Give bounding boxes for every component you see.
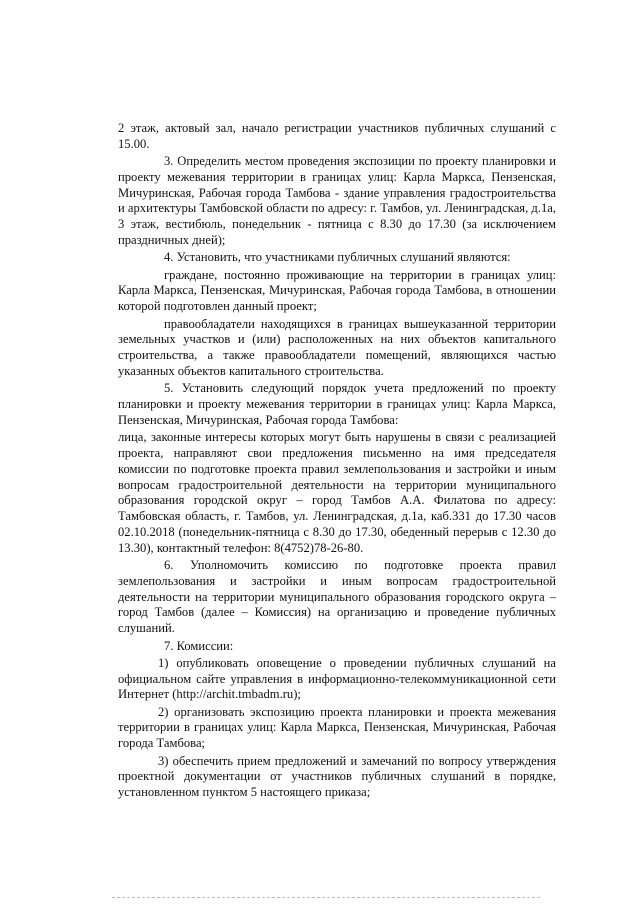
paragraph-registration: 2 этаж, актовый зал, начало регистрации участников публичных слушаний с 15.00.: [118, 121, 556, 151]
paragraph-item-5: 5. Установить следующий порядок учета предложений по проекту планировки и проекту межевания территории в границах улиц: Карла Маркса, Пензенская, Мичуринская, Рабочая города Тамбова:: [118, 381, 556, 427]
paragraph-item-4: 4. Установить, что участниками публичных слушаний являются:: [164, 250, 511, 265]
paragraph-citizens: граждане, постоянно проживающие на территории в границах улиц: Карла Маркса, Пензенская, Мичуринская, Рабочая города Тамбова, в отношении которой подготовлен данный проект;: [118, 267, 556, 314]
document-body: [118, 121, 556, 802]
paragraph-subitem-1: 1) опубликовать оповещение о проведении публичных слушаний на официальном сайте управления в информационно-телекоммуникационной сети Интернет (http://archit.tmbadm.ru);: [118, 655, 556, 702]
paragraph-subitem-2: 2) организовать экспозицию проекта планировки и проекта межевания территории в границах улиц: Карла Маркса, Пензенская, Мичуринская, Рабочая города Тамбова;: [118, 704, 556, 751]
paragraph-item-7: 7. Комиссии:: [164, 638, 234, 653]
paragraph-rightholders: правообладатели находящихся в границах вышеуказанной территории земельных участков и (или) расположенных на них объектов капитального строительства, а также правообладатели помещений, являющихся частью указанных объектов капитального строительства.: [118, 316, 556, 378]
paragraph-proposals: лица, законные интересы которых могут быть нарушены в связи с реализацией проекта, направляют свои предложения письменно на имя председателя комиссии по подготовке проекта правил землепользования и застройки и иным вопросам градостроительной деятельности на территории муниципального образования городской округ – город Тамбов А.А. Филатова по адресу: Тамбовская область, г. Тамбов, ул. Ленинградская, д.1а, каб.331 до 17.30 часов 02.10.2018 (понедельник-пятница с 8.30 до 17.30, обеденный перерыв с 12.30 до 13.30), контактный телефон: 8(4752)78-26-80.: [118, 430, 556, 555]
paragraph-subitem-3: 3) обеспечить прием предложений и замечаний по вопросу утверждения проектной документации от участников публичных слушаний в порядке, установленном пунктом 5 настоящего приказа;: [118, 753, 556, 800]
paragraph-item-6: 6. Уполномочить комиссию по подготовке проекта правил землепользования и застройки и иным вопросам градостроительной деятельности на территории муниципального образования городского округа – город Тамбов (далее – Комиссия) на организацию и проведение публичных слушаний.: [118, 558, 556, 636]
paragraph-item-3: 3. Определить местом проведения экспозиции по проекту планировки и проекту межевания территории в границах улиц: Карла Маркса, Пензенская, Мичуринская, Рабочая города Тамбова - здание управления градостроительства и архитектуры Тамбовской области по адресу: г. Тамбов, ул. Ленинградская, д.1а, 3 этаж, вестибюль, понедельник - пятница с 8.30 до 17.30 (за исключением праздничных дней);: [118, 154, 556, 248]
scan-edge-line: [112, 897, 540, 900]
